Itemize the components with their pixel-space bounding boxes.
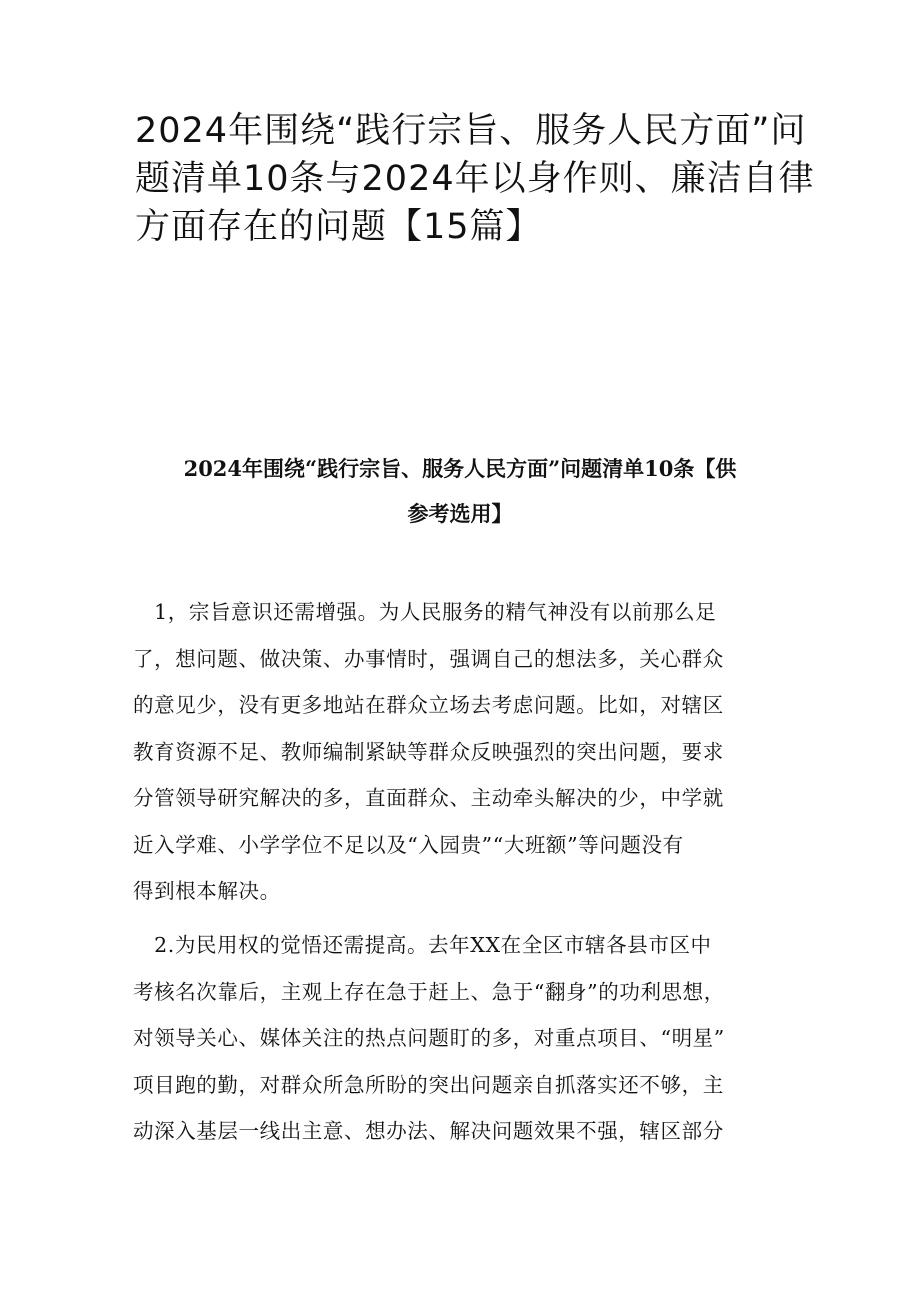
document-title-line: 2024年围绕“践行宗旨、服务人民方面”问	[135, 111, 807, 151]
paragraph-line: 对领导关心、媒体关注的热点问题盯的多，对重点项目、“明星”	[133, 1026, 725, 1050]
paragraph-line: 1，宗旨意识还需增强。为人民服务的精气神没有以前那么足	[133, 600, 717, 624]
document-title-line: 方面存在的问题【15篇】	[135, 207, 542, 247]
paragraph-1	[133, 589, 798, 915]
paragraph-line: 近入学难、小学学位不足以及“入园贵”“大班额”等问题没有	[133, 832, 684, 857]
paragraph-line: 教育资源不足、教师编制紧缺等群众反映强烈的突出问题，要求	[133, 739, 724, 764]
section-heading-line: 参考选用】	[407, 501, 513, 526]
paragraph-line: 2.为民用权的觉悟还需提高。去年XX在全区市辖各县市区中	[133, 933, 712, 957]
paragraph-line: 了，想问题、做决策、办事情时，强调自己的想法多，关心群众	[133, 646, 724, 671]
paragraph-line: 得到根本解决。	[133, 879, 281, 903]
paragraph-line: 的意见少，没有更多地站在群众立场去考虑问题。比如，对辖区	[133, 693, 724, 717]
document-title-line: 题清单10条与2024年以身作则、廉洁自律	[135, 159, 815, 199]
section-heading	[120, 446, 800, 536]
paragraph-2	[133, 922, 798, 1155]
paragraph-line: 动深入基层一线出主意、想办法、解决问题效果不强，辖区部分	[133, 1119, 724, 1143]
document-title	[135, 107, 815, 251]
paragraph-line: 分管领导研究解决的多，直面群众、主动牵头解决的少，中学就	[133, 786, 724, 810]
section-heading-line: 2024年围绕“践行宗旨、服务人民方面”问题清单10条【供	[183, 456, 737, 481]
paragraph-line: 考核名次靠后，主观上存在急于赶上、急于“翻身”的功利思想，	[133, 979, 725, 1004]
paragraph-line: 项目跑的勤，对群众所急所盼的突出问题亲自抓落实还不够，主	[133, 1072, 724, 1097]
